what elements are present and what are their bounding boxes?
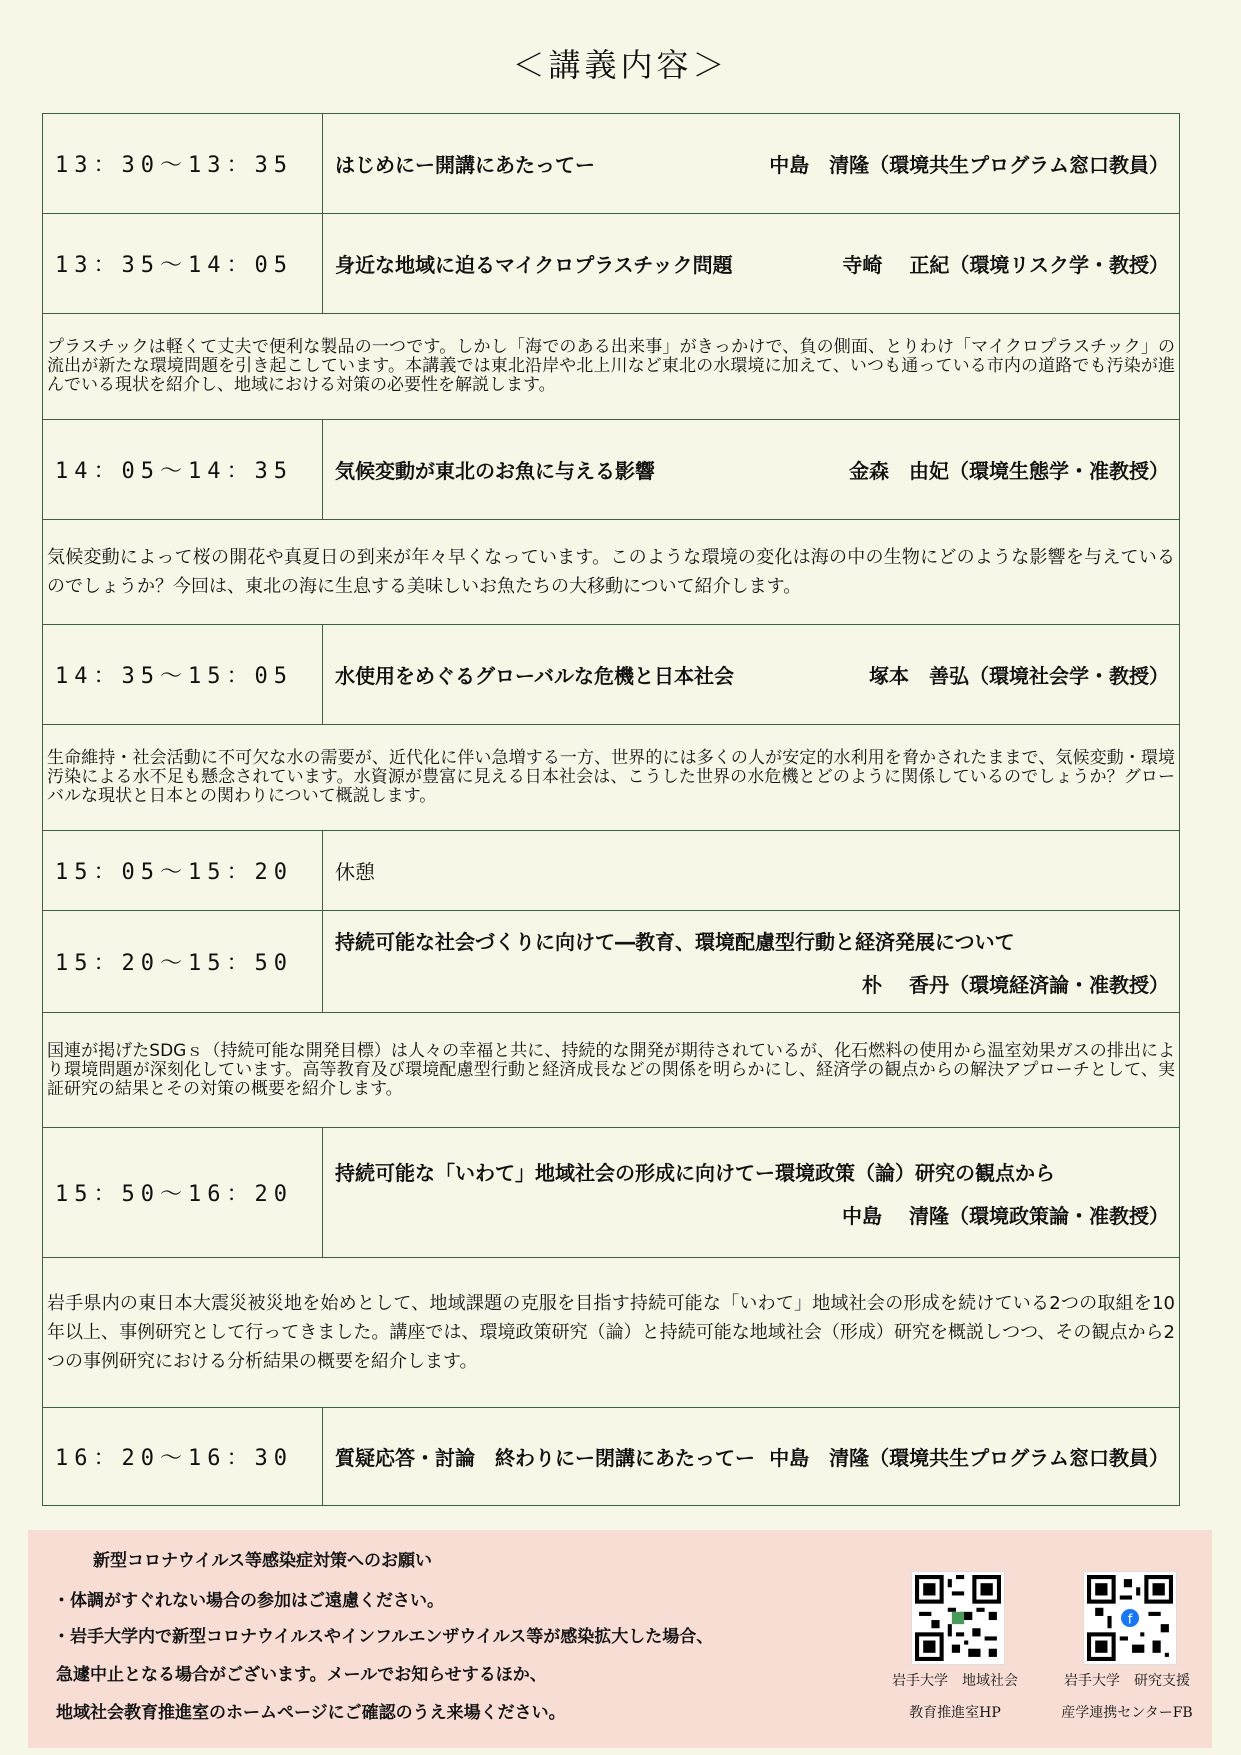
speaker: 中島 清隆（環境政策論・准教授） [842,1203,1169,1228]
lecture-description: 生命維持・社会活動に不可欠な水の需要が、近代化に伴い急増する一方、世界的には多くの人が安定的水利用を脅かされたままで、気候変動・環境汚染による水不足も懸念されています。水資源が豊富に見える日本社会は、こうした世界の水危機とどのように関係しているのでしょうか？グローバルな現状と日本との関わりについて概説します。 [43,725,1180,831]
time-cell: 14：05～14：35 [43,420,323,520]
table-row [43,1258,1180,1408]
topic-cell [323,420,1180,520]
qr-caption: 教育推進室HP [909,1705,1001,1721]
time-cell: 13：35～14：05 [43,214,323,314]
topic-cell [323,114,1180,214]
speaker: 金森 由妃（環境生態学・准教授） [849,459,1169,483]
schedule-table [42,113,1180,1506]
lecture-description: 気候変動によって桜の開花や真夏日の到来が年々早くなっています。このような環境の変化は海の中の生物にどのような影響を与えているのでしょうか？今回は、東北の海に生息する美味しいお魚たちの大移動について紹介します。 [43,520,1180,625]
time-cell: 14：35～15：05 [43,625,323,725]
table-row [43,725,1180,831]
notice-line: ・体調がすぐれない場合の参加はご遠慮ください。 [53,1591,444,1611]
topic-cell [323,831,1180,911]
topic-cell [323,1408,1180,1506]
table-row [43,1128,1180,1258]
lecture-title: はじめにー開講にあたってー [335,153,595,177]
table-row [43,831,1180,911]
topic-cell [323,214,1180,314]
topic-cell [323,911,1180,1013]
svg-text:f: f [1127,1612,1133,1628]
qr-code-icon [915,1575,1001,1661]
lecture-description: 岩手県内の東日本大震災被災地を始めとして、地域課題の克服を目指す持続可能な「いわて」地域社会の形成を続けている2つの取組を10年以上、事例研究として行ってきました。講座では、環境政策研究（論）と持続可能な地域社会（形成）研究を概説しつつ、その観点から2つの事例研究における分析結果の概要を紹介します。 [43,1258,1180,1408]
notice-line: 急遽中止となる場合がございます。メールでお知らせするほか、 [56,1665,547,1685]
notice-line: ・岩手大学内で新型コロナウイルスやインフルエンザウイルス等が感染拡大した場合、 [53,1627,714,1647]
table-row [43,420,1180,520]
table-row [43,520,1180,625]
speaker: 中島 清隆（環境共生プログラム窓口教員） [769,153,1169,177]
table-row [43,214,1180,314]
qr-caption: 岩手大学 地域社会 [892,1673,1018,1689]
time-cell: 16：20～16：30 [43,1408,323,1506]
topic-cell [323,625,1180,725]
time-cell: 15：20～15：50 [43,911,323,1013]
speaker: 寺崎 正紀（環境リスク学・教授） [842,253,1169,277]
table-row [43,114,1180,214]
lecture-title: 身近な地域に迫るマイクロプラスチック問題 [335,253,733,277]
lecture-title: 持続可能な社会づくりに向けて―教育、環境配慮型行動と経済発展について [335,929,1015,954]
table-row [43,625,1180,725]
qr-code-facebook-icon[interactable] [1084,1572,1176,1664]
page-title: ＜講義内容＞ [512,46,729,84]
qr-caption: 岩手大学 研究支援 [1064,1673,1190,1689]
lecture-title: 質疑応答・討論 終わりにー閉講にあたってー [335,1446,755,1470]
qr-caption: 産学連携センターFB [1061,1705,1193,1721]
lecture-title: 持続可能な「いわて」地域社会の形成に向けてー環境政策（論）研究の観点から [335,1160,1055,1185]
speaker: 塚本 善弘（環境社会学・教授） [869,664,1169,688]
table-row [43,1013,1180,1128]
speaker: 中島 清隆（環境共生プログラム窓口教員） [769,1446,1169,1470]
break-label: 休憩 [335,860,375,884]
notice-line: 地域社会教育推進室のホームページにご確認のうえ来場ください。 [56,1703,566,1723]
covid-notice [28,1530,1212,1748]
topic-cell [323,1128,1180,1258]
lecture-description: プラスチックは軽くて丈夫で便利な製品の一つです。しかし「海でのある出来事」がきっかけで、負の側面、とりわけ「マイクロプラスチック」の流出が新たな環境問題を引き起こしています。本講義では東北沿岸や北上川など東北の水環境に加えて、いつも通っている市内の道路でも汚染が進んでいる現状を紹介し、地域における対策の必要性を解説します。 [43,314,1180,420]
table-row [43,314,1180,420]
table-row [43,1408,1180,1506]
qr-code-facebook-icon [1087,1575,1173,1661]
time-cell: 13：30～13：35 [43,114,323,214]
notice-title: 新型コロナウイルス等感染症対策へのお願い [93,1551,432,1571]
lecture-description: 国連が掲げたSDGｓ（持続可能な開発目標）は人々の幸福と共に、持続的な開発が期待されているが、化石燃料の使用から温室効果ガスの排出により環境問題が深刻化しています。高等教育及び環境配慮型行動と経済成長などの関係を明らかにし、経済学の観点からの解決アプローチとして、実証研究の結果とその対策の概要を紹介します。 [43,1013,1180,1128]
table-row [43,911,1180,1013]
time-cell: 15：05～15：20 [43,831,323,911]
lecture-title: 気候変動が東北のお魚に与える影響 [335,459,655,483]
time-cell: 15：50～16：20 [43,1128,323,1258]
qr-code-icon[interactable] [912,1572,1004,1664]
lecture-title: 水使用をめぐるグローバルな危機と日本社会 [335,664,734,688]
speaker: 朴 香丹（環境経済論・准教授） [862,972,1169,997]
